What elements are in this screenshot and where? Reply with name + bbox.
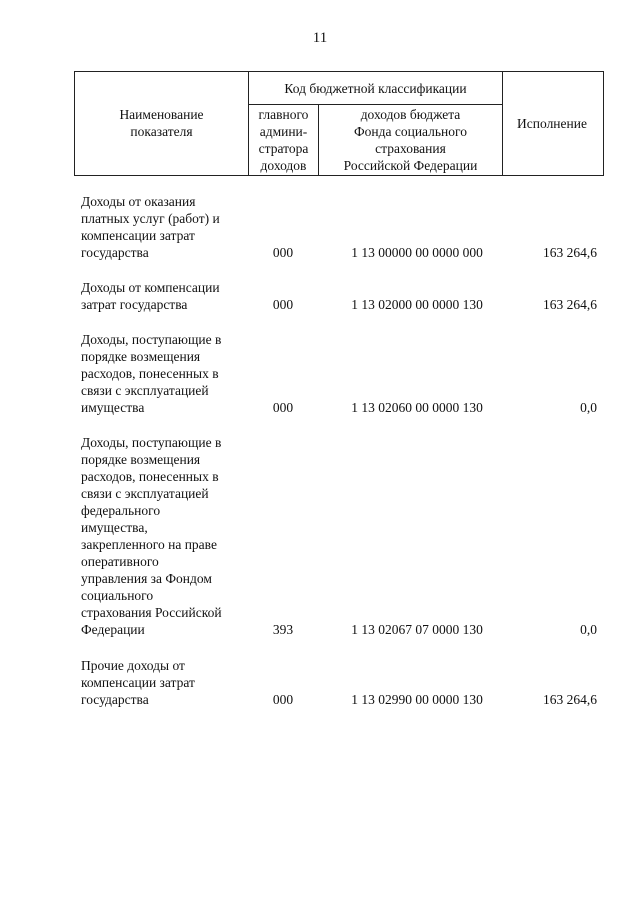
header-income-line: Российской Федерации [343,157,478,173]
header-income-line: страхования [375,140,446,156]
row-name-line: управления за Фондом [81,571,212,586]
row-name-line: оперативного [81,554,159,569]
row-amount: 163 264,6 [543,245,597,260]
row-name-line: связи с эксплуатацией [81,486,209,501]
table-row [81,657,598,708]
row-name [81,279,256,313]
row-name-line: государства [81,245,149,260]
row-name-line: расходов, понесенных в [81,469,219,484]
header-code-group: Код бюджетной классификации [284,80,467,96]
header-name-cell [75,72,248,174]
row-amount: 0,0 [580,622,597,637]
header-income-cell [319,105,502,174]
row-name-line: социального [81,588,154,603]
row-admin-code: 000 [272,297,294,312]
header-admin-line: главного [258,106,309,122]
header-name-line: показателя [130,124,193,139]
row-name [81,331,256,416]
row-name-line: порядке возмещения [81,452,201,467]
row-admin-code: 393 [272,622,294,637]
header-exec-cell: Исполнение [517,115,587,131]
header-admin-line: админи- [259,123,308,139]
page-number: 11 [312,30,328,46]
row-name [81,193,256,261]
row-name-line: имущества, [81,520,148,535]
table-row [81,193,598,261]
table-row [81,331,598,416]
row-name-line: компенсации затрат [81,228,195,243]
row-budget-code: 1 13 02060 00 0000 130 [351,400,483,415]
row-name-line: порядке возмещения [81,349,201,364]
row-name-line: расходов, понесенных в [81,366,219,381]
header-admin-cell [249,105,318,174]
row-amount: 163 264,6 [543,297,597,312]
row-name-line: Доходы, поступающие в [81,332,222,347]
header-income-line: Фонда социального [353,123,467,139]
row-admin-code: 000 [272,400,294,415]
row-amount: 0,0 [580,400,597,415]
row-amount: 163 264,6 [543,692,597,707]
row-name-line: закрепленного на праве [81,537,217,552]
row-budget-code: 1 13 02990 00 0000 130 [351,692,483,707]
row-budget-code: 1 13 00000 00 0000 000 [351,245,483,260]
header-name-line: Наименование [119,107,204,122]
row-admin-code: 000 [272,245,294,260]
row-admin-code: 000 [272,692,294,707]
header-admin-line: доходов [260,157,307,173]
row-name-line: страхования Российской [81,605,222,620]
row-name [81,657,256,708]
row-name-line: федерального [81,503,161,518]
table-row [81,434,598,638]
row-name-line: связи с эксплуатацией [81,383,209,398]
row-name-line: компенсации затрат [81,675,195,690]
row-name-line: Федерации [81,622,145,637]
row-name-line: Прочие доходы от [81,658,185,673]
row-name-line: имущества [81,400,145,415]
row-name-line: государства [81,692,149,707]
row-name-line: затрат государства [81,297,188,312]
row-name-line: Доходы, поступающие в [81,435,222,450]
row-budget-code: 1 13 02000 00 0000 130 [351,297,483,312]
row-name-line: Доходы от оказания [81,194,196,209]
row-name [81,434,256,638]
header-income-line: доходов бюджета [360,106,461,122]
row-name-line: платных услуг (работ) и [81,211,220,226]
row-name-line: Доходы от компенсации [81,280,220,295]
header-admin-line: стратора [258,140,309,156]
table-row [81,279,598,313]
row-budget-code: 1 13 02067 07 0000 130 [351,622,483,637]
